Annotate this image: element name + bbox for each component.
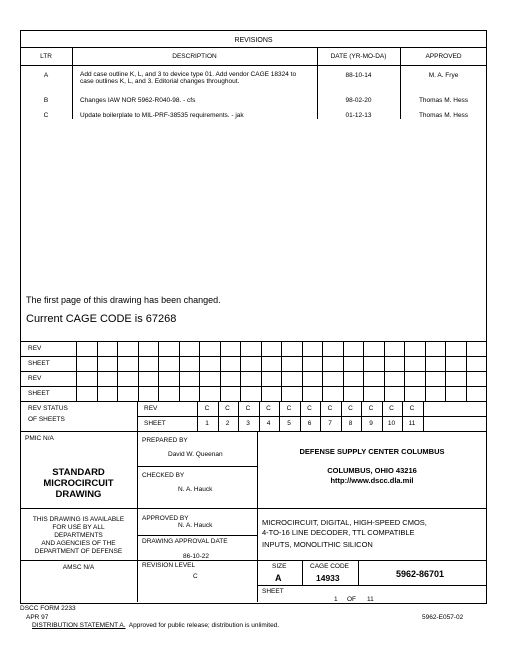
grid-row-label-sheet: SHEET bbox=[28, 390, 50, 397]
approval-date-label: DRAWING APPROVAL DATE bbox=[142, 538, 228, 545]
distribution-label: DISTRIBUTION STATEMENT A. bbox=[32, 622, 126, 629]
rev-row-ltr: A bbox=[43, 72, 49, 79]
status-sheet-value: 9 bbox=[369, 420, 373, 427]
cage-code-note: Current CAGE CODE is 67268 bbox=[26, 313, 177, 325]
grid-row-label-sheet: SHEET bbox=[28, 360, 50, 367]
status-rev-value: C bbox=[266, 405, 271, 412]
drawing-title-line: INPUTS, MONOLITHIC SILICON bbox=[262, 540, 373, 549]
rev-status-label: REV STATUS bbox=[28, 405, 68, 412]
agency-city: COLUMBUS, OHIO 43216 bbox=[327, 466, 417, 475]
availability-line: FOR USE BY ALL bbox=[52, 524, 105, 531]
distribution-statement bbox=[32, 622, 279, 630]
rev-row-description: Changes IAW NOR 5962-R040-98. - cfs bbox=[80, 97, 196, 104]
status-rev-value: C bbox=[204, 405, 210, 412]
status-sheet-value: 10 bbox=[387, 420, 396, 427]
status-sheet-value: 3 bbox=[246, 420, 250, 427]
approved-by-label: APPROVED BY bbox=[142, 515, 189, 522]
revisions-title: REVISIONS bbox=[234, 37, 273, 44]
col-header-date: DATE (YR-MO-DA) bbox=[330, 53, 387, 60]
cage-code-value: 14933 bbox=[316, 573, 340, 583]
rev-row-description: case outlines K, L, and 3. Editorial changes throughout. bbox=[80, 78, 240, 85]
drawing-title bbox=[262, 518, 427, 550]
standard-line: STANDARD bbox=[52, 467, 105, 478]
status-sheet-value: 11 bbox=[408, 420, 416, 427]
first-page-note: The first page of this drawing has been changed. bbox=[26, 295, 221, 305]
standard-line: MICROCIRCUIT bbox=[43, 478, 114, 489]
checked-by-label: CHECKED BY bbox=[142, 472, 185, 479]
availability-line: THIS DRAWING IS AVAILABLE bbox=[32, 516, 125, 523]
form-date: APR 97 bbox=[26, 614, 49, 621]
drawing-number: 5962-86701 bbox=[396, 569, 445, 579]
status-rev-label: REV bbox=[144, 405, 158, 412]
status-rev-value: C bbox=[409, 405, 415, 412]
distribution-text: Approved for public release; distribution is unlimited. bbox=[125, 622, 280, 629]
status-sheet-value: 7 bbox=[328, 420, 332, 427]
availability-line: DEPARTMENT OF DEFENSE bbox=[34, 548, 123, 555]
cage-code-label: CAGE CODE bbox=[310, 563, 350, 570]
availability-line: DEPARTMENTS bbox=[54, 532, 103, 539]
col-header-approved: APPROVED bbox=[425, 53, 462, 60]
status-sheet-value: 4 bbox=[266, 420, 271, 427]
status-sheet-value: 1 bbox=[205, 420, 209, 427]
of-sheets-label: OF SHEETS bbox=[28, 416, 65, 423]
status-sheet-label: SHEET bbox=[144, 420, 166, 427]
amsc-label: AMSC N/A bbox=[62, 564, 95, 571]
status-rev-value: C bbox=[245, 405, 251, 412]
sheet-value: 1 bbox=[334, 596, 338, 603]
prepared-by-label: PREPARED BY bbox=[142, 437, 188, 444]
agency-url: http://www.dscc.dla.mil bbox=[330, 476, 414, 485]
drawing-title-line: 4-TO-16 LINE DECODER, TTL COMPATIBLE bbox=[262, 527, 415, 537]
rev-row-description: Add case outline K, L, and 3 to device type 01. Add vendor CAGE 18324 to bbox=[80, 71, 297, 78]
col-header-ltr: LTR bbox=[40, 53, 52, 60]
pmic-label: PMIC N/A bbox=[25, 435, 54, 442]
rev-row-description: Update boilerplate to MIL-PRF-38535 requirements. - jak bbox=[80, 112, 244, 119]
rev-row-date: 01-12-13 bbox=[345, 112, 372, 119]
rev-row-approved: M. A. Frye bbox=[428, 72, 459, 79]
availability-line: AND AGENCIES OF THE bbox=[41, 540, 116, 547]
status-sheet-value: 5 bbox=[287, 420, 291, 427]
approval-date-value: 86-10-22 bbox=[183, 553, 210, 560]
rev-row-ltr: B bbox=[43, 97, 49, 104]
rev-row-date: 98-02-20 bbox=[345, 97, 372, 104]
status-sheet-value: 8 bbox=[348, 420, 353, 427]
size-label: SIZE bbox=[272, 563, 287, 570]
status-sheet-value: 2 bbox=[225, 420, 230, 427]
form-number: DSCC FORM 2233 bbox=[20, 605, 76, 612]
standard-drawing-title bbox=[20, 467, 137, 500]
availability-notice bbox=[20, 516, 137, 556]
status-rev-value: C bbox=[348, 405, 353, 412]
sheet-total: 11 bbox=[367, 596, 374, 603]
status-rev-value: C bbox=[225, 405, 230, 412]
status-rev-value: C bbox=[368, 405, 374, 412]
document-code: 5962-E057-02 bbox=[422, 614, 464, 621]
revision-level-label: REVISION LEVEL bbox=[142, 562, 196, 569]
sheet-label: SHEET bbox=[262, 588, 284, 595]
status-rev-value: C bbox=[327, 405, 333, 412]
rev-row-date: 88-10-14 bbox=[345, 72, 372, 79]
status-rev-value: C bbox=[286, 405, 292, 412]
checked-by-value: N. A. Hauck bbox=[178, 486, 213, 493]
drawing-title-line: MICROCIRCUIT, DIGITAL, HIGH-SPEED CMOS, bbox=[262, 518, 427, 527]
prepared-by-value: David W. Queenan bbox=[168, 451, 223, 458]
size-value: A bbox=[275, 573, 282, 583]
rev-row-approved: Thomas M. Hess bbox=[418, 112, 469, 119]
grid-row-label-rev: REV bbox=[28, 345, 42, 352]
col-header-description: DESCRIPTION bbox=[172, 53, 217, 60]
agency-name: DEFENSE SUPPLY CENTER COLUMBUS bbox=[299, 447, 445, 456]
of-label: OF bbox=[347, 596, 357, 603]
revision-level-value: C bbox=[193, 573, 198, 580]
status-rev-value: C bbox=[389, 405, 394, 412]
approved-by-value: N. A. Hauck bbox=[178, 522, 213, 529]
standard-line: DRAWING bbox=[55, 489, 102, 500]
rev-row-ltr: C bbox=[43, 112, 49, 119]
rev-row-approved: Thomas M. Hess bbox=[418, 97, 469, 104]
status-rev-value: C bbox=[307, 405, 312, 412]
status-sheet-value: 6 bbox=[307, 420, 312, 427]
grid-row-label-rev: REV bbox=[28, 375, 42, 382]
